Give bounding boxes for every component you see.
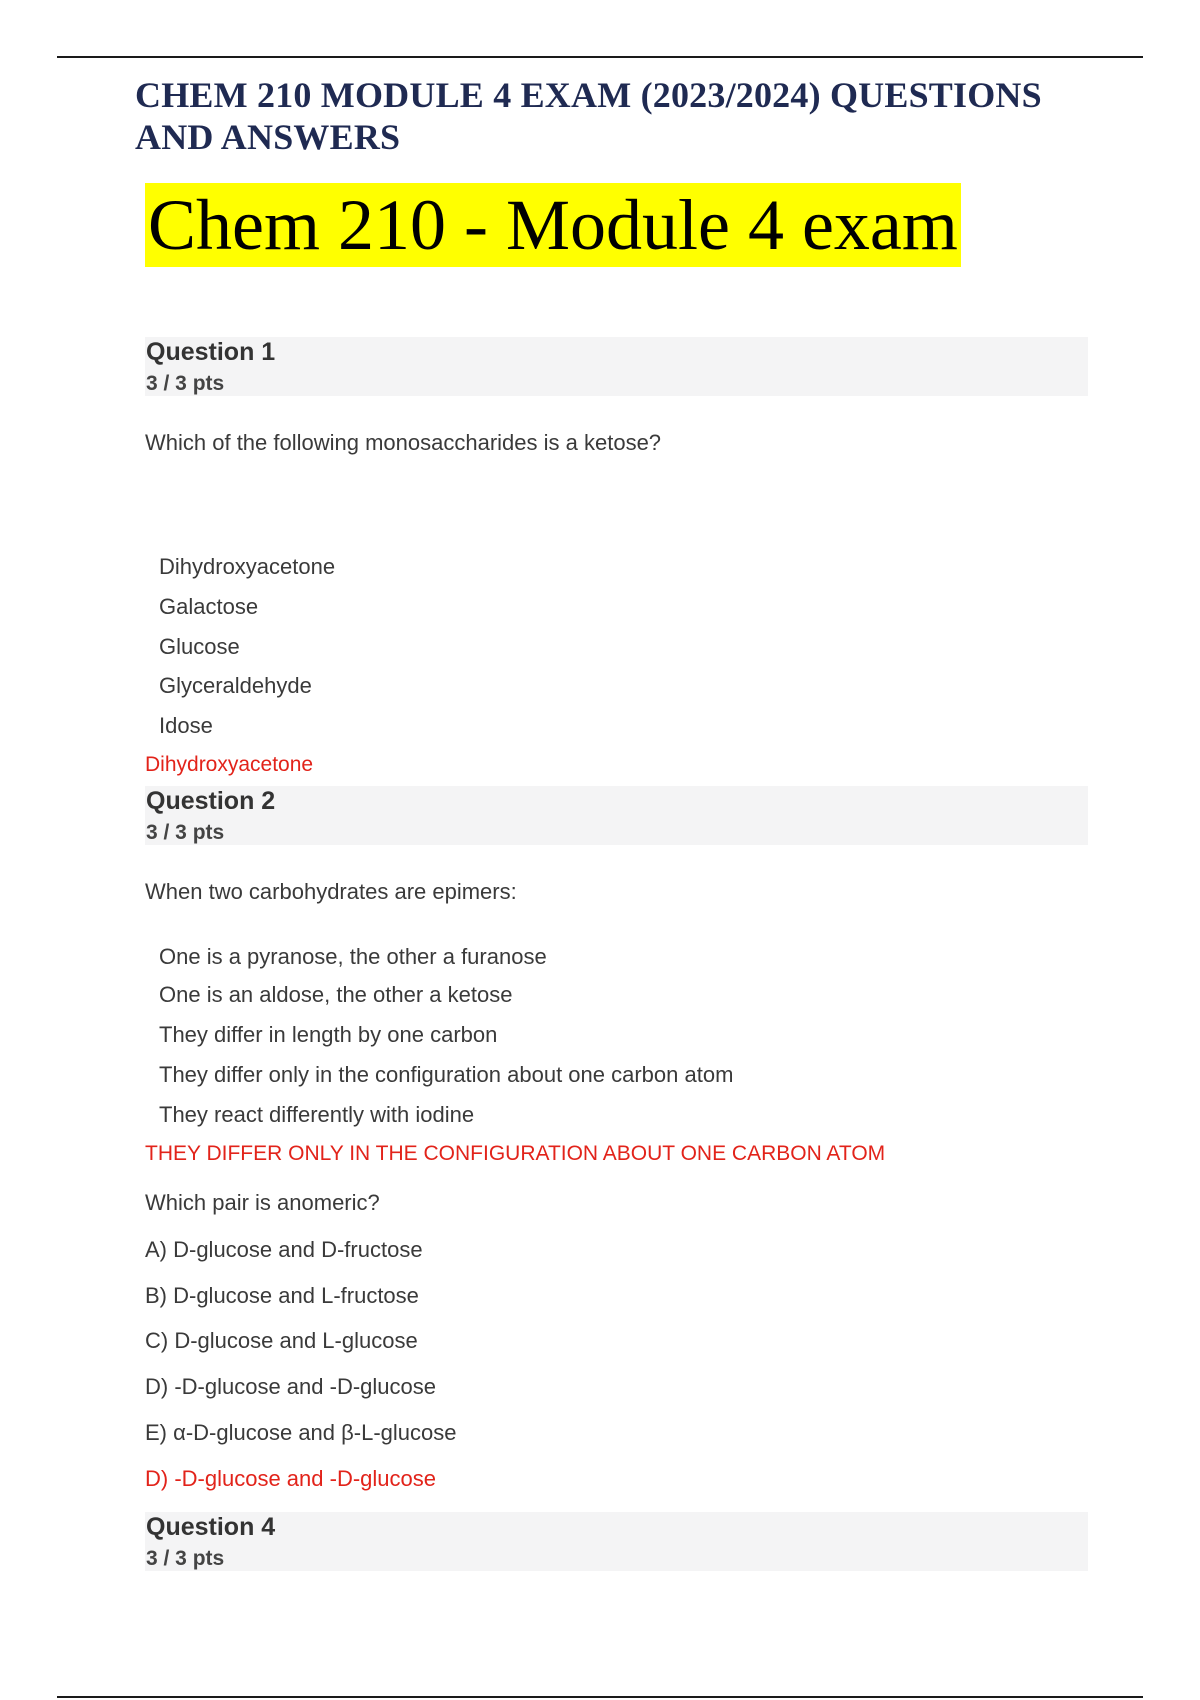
question-1-prompt: Which of the following monosaccharides is a ketose? [145,430,662,455]
option: B) D-glucose and L-fructose [145,1283,419,1308]
question-points: 3 / 3 pts [146,821,225,844]
document-title: CHEM 210 MODULE 4 EXAM (2023/2024) QUESTIONS AND ANSWERS [135,75,1042,157]
option: E) α-D-glucose and β-L-glucose [145,1420,457,1445]
highlighted-banner: Chem 210 - Module 4 exam [145,183,961,267]
option: They react differently with iodine [159,1102,475,1127]
option: Glyceraldehyde [159,673,312,698]
question-2-header [145,786,1088,845]
option: Idose [159,713,213,738]
question-title: Question 1 [146,338,276,366]
option: Galactose [159,594,259,619]
option: D) -D-glucose and -D-glucose [145,1374,436,1399]
option: Glucose [159,634,240,659]
option: Dihydroxyacetone [159,554,336,579]
option: A) D-glucose and D-fructose [145,1237,423,1262]
question-2-prompt: When two carbohydrates are epimers: [145,879,517,904]
bottom-rule [57,1696,1143,1698]
question-title: Question 4 [146,1513,276,1541]
correct-answer: D) -D-glucose and -D-glucose [145,1466,436,1491]
question-4-header [145,1512,1088,1571]
top-rule [57,56,1143,58]
option: C) D-glucose and L-glucose [145,1328,418,1353]
correct-answer: THEY DIFFER ONLY IN THE CONFIGURATION ABOUT ONE CARBON ATOM [145,1142,886,1165]
question-3-prompt: Which pair is anomeric? [145,1190,380,1215]
option: One is a pyranose, the other a furanose [159,944,547,969]
question-points: 3 / 3 pts [146,1547,225,1570]
option: They differ only in the configuration about one carbon atom [159,1062,734,1087]
option: They differ in length by one carbon [159,1022,498,1047]
question-1-header [145,337,1088,396]
question-title: Question 2 [146,787,276,815]
correct-answer: Dihydroxyacetone [145,753,314,776]
question-points: 3 / 3 pts [146,372,225,395]
option: One is an aldose, the other a ketose [159,982,513,1007]
